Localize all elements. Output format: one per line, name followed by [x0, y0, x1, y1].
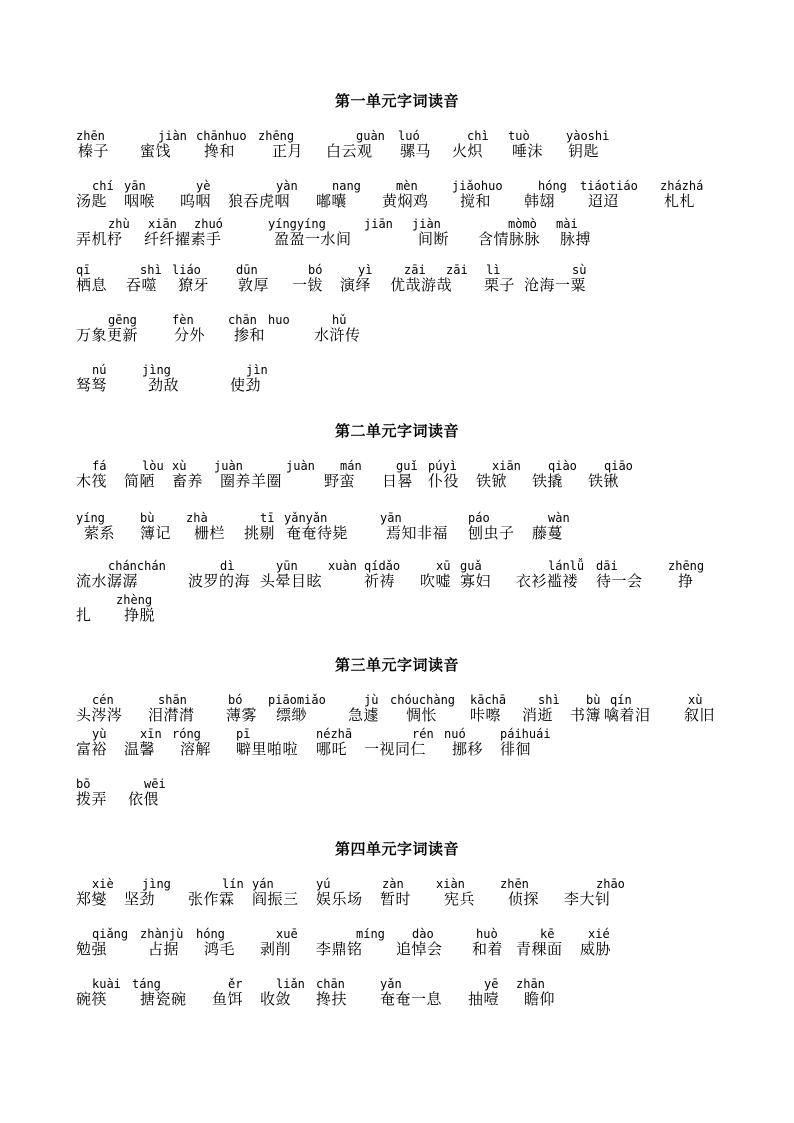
- vocab-word: 收敛: [260, 990, 292, 1008]
- pinyin-label: jiān: [364, 217, 393, 231]
- vocab-word: 正月: [272, 142, 304, 160]
- vocab-word: 勉强: [76, 940, 108, 958]
- section-1-row-5: [0, 312, 794, 356]
- pinyin-label: bó: [228, 693, 243, 707]
- vocab-word: 一视同仁: [364, 740, 427, 758]
- vocab-word: 坚劲: [124, 890, 156, 908]
- pinyin-label: bù: [586, 693, 601, 707]
- vocab-word: 木筏: [76, 472, 108, 490]
- vocab-word: 蜜饯: [140, 142, 172, 160]
- vocab-word: 哪吒: [316, 740, 348, 758]
- pinyin-label: juàn: [286, 459, 315, 473]
- pinyin-label: páo: [468, 511, 490, 525]
- pinyin-label: sù: [572, 263, 587, 277]
- pinyin-label: mài: [556, 217, 578, 231]
- vocab-word: 暂时: [380, 890, 412, 908]
- vocab-word: 占据: [148, 940, 180, 958]
- vocab-word: 张作霖: [188, 890, 235, 908]
- vocab-word: 含情脉脉: [478, 230, 541, 248]
- pinyin-label: chān: [228, 313, 257, 327]
- pinyin-label: chánchán: [108, 559, 166, 573]
- vocab-word: 狼吞虎咽: [228, 192, 291, 210]
- pinyin-label: zhēng: [668, 559, 705, 573]
- vocab-word: 挪移: [452, 740, 484, 758]
- pinyin-label: yān: [124, 179, 146, 193]
- pinyin-label: liǎn: [276, 977, 305, 991]
- pinyin-label: hóng: [196, 927, 225, 941]
- pinyin-label: hǔ: [332, 313, 347, 327]
- pinyin-label: guàn: [356, 129, 385, 143]
- vocab-word: 拨弄: [76, 790, 108, 808]
- vocab-word: 叙旧: [684, 706, 716, 724]
- vocab-word: 娱乐场: [316, 890, 363, 908]
- section-2-title: 第二单元字词读音: [334, 422, 459, 440]
- vocab-word: 依偎: [128, 790, 160, 808]
- pinyin-label: nuó: [444, 727, 466, 741]
- vocab-word: 榛子: [78, 142, 110, 160]
- pinyin-label: páihuái: [500, 727, 551, 741]
- vocab-word: 挣脱: [124, 606, 156, 624]
- vocab-word: 搀和: [204, 142, 236, 160]
- pinyin-label: huo: [268, 313, 290, 327]
- vocab-word: 铁锨: [476, 472, 508, 490]
- pinyin-label: zhèng: [116, 593, 153, 607]
- vocab-word: 搪瓷碗: [140, 990, 187, 1008]
- vocab-word: 栅栏: [194, 524, 226, 542]
- pinyin-label: pī: [236, 727, 251, 741]
- pinyin-label: liáo: [172, 263, 201, 277]
- pinyin-label: fá: [92, 459, 107, 473]
- vocab-word: 溶解: [180, 740, 212, 758]
- pinyin-label: jiàn: [158, 129, 187, 143]
- pinyin-label: zhù: [108, 217, 130, 231]
- vocab-word: 敦厚: [238, 276, 270, 294]
- vocab-word: 鱼饵: [212, 990, 244, 1008]
- vocab-word: 仆役: [428, 472, 460, 490]
- pinyin-label: púyì: [428, 459, 457, 473]
- pinyin-label: gēng: [108, 313, 137, 327]
- vocab-word: 温馨: [124, 740, 156, 758]
- vocab-word: 纤纤擢素手: [144, 230, 222, 248]
- pinyin-label: yūn: [276, 559, 298, 573]
- vocab-word: 威胁: [580, 940, 612, 958]
- pinyin-label: bō: [76, 777, 91, 791]
- pinyin-label: yǎnyǎn: [284, 511, 328, 525]
- pinyin-label: yì: [358, 263, 373, 277]
- pinyin-label: zhēng: [258, 129, 295, 143]
- pinyin-label: tiáotiáo: [580, 179, 638, 193]
- vocab-word: 骡马: [400, 142, 432, 160]
- vocab-word: 流水潺潺: [76, 572, 139, 590]
- pinyin-label: zàn: [382, 877, 404, 891]
- pinyin-label: yàn: [276, 179, 298, 193]
- pinyin-label: dào: [412, 927, 434, 941]
- vocab-word: 间断: [418, 230, 450, 248]
- vocab-word: 脉搏: [560, 230, 592, 248]
- vocab-word: 水浒传: [314, 326, 361, 344]
- vocab-word: 驽驽: [76, 376, 108, 394]
- pinyin-label: zhāo: [596, 877, 625, 891]
- vocab-word: 简陋: [124, 472, 156, 490]
- pinyin-label: lánlǚ: [548, 559, 585, 573]
- pinyin-label: nú: [92, 363, 107, 377]
- pinyin-label: juàn: [214, 459, 243, 473]
- vocab-word: 碗筷: [76, 990, 108, 1008]
- vocab-word: 沧海一粟: [524, 276, 587, 294]
- section-3-row-3: [0, 776, 794, 820]
- vocab-word: 衣衫褴褛: [516, 572, 579, 590]
- vocab-word: 栖息: [76, 276, 108, 294]
- vocab-word: 阎振三: [252, 890, 299, 908]
- pinyin-label: mòmò: [508, 217, 537, 231]
- pinyin-label: qín: [610, 693, 632, 707]
- pinyin-label: ěr: [228, 977, 243, 991]
- vocab-word: 惆怅: [406, 706, 438, 724]
- vocab-word: 栗子: [484, 276, 516, 294]
- pinyin-label: jìn: [246, 363, 268, 377]
- pinyin-label: xiàn: [436, 877, 465, 891]
- pinyin-label: kāchā: [470, 693, 507, 707]
- pinyin-label: xiān: [492, 459, 521, 473]
- vocab-word: 迢迢: [588, 192, 620, 210]
- vocab-word: 噼里啪啦: [236, 740, 299, 758]
- pinyin-label: kuài: [92, 977, 121, 991]
- pinyin-label: xīn: [140, 727, 162, 741]
- pinyin-label: xié: [588, 927, 610, 941]
- pinyin-label: yān: [380, 511, 402, 525]
- pinyin-label: wēi: [144, 777, 166, 791]
- vocab-word: 万象更新: [76, 326, 139, 344]
- vocab-word: 瞻仰: [524, 990, 556, 1008]
- vocab-word: 汤匙: [76, 192, 108, 210]
- vocab-word: 剥削: [260, 940, 292, 958]
- pinyin-label: xū: [436, 559, 451, 573]
- vocab-word: 焉知非福: [386, 524, 449, 542]
- vocab-word: 盈盈一水间: [274, 230, 352, 248]
- pinyin-label: zhēn: [76, 129, 105, 143]
- vocab-word: 呜咽: [180, 192, 212, 210]
- pinyin-label: chān: [316, 977, 345, 991]
- section-4-row-3: [0, 976, 794, 1020]
- pinyin-label: zhuó: [194, 217, 223, 231]
- pinyin-label: nang: [332, 179, 361, 193]
- section-4-title: 第四单元字词读音: [334, 840, 459, 858]
- vocab-word: 唾沫: [512, 142, 544, 160]
- pinyin-label: bó: [308, 263, 323, 277]
- pinyin-label: qiǎng: [92, 927, 129, 941]
- vocab-word: 簿记: [140, 524, 172, 542]
- section-2-row-1: [0, 458, 794, 502]
- vocab-word: 待一会: [596, 572, 643, 590]
- vocab-word: 钥匙: [568, 142, 600, 160]
- pinyin-label: mèn: [396, 179, 418, 193]
- pinyin-label: kē: [540, 927, 555, 941]
- pinyin-label: yē: [484, 977, 499, 991]
- vocab-word: 奄奄待毙: [286, 524, 349, 542]
- vocab-word: 畜养: [172, 472, 204, 490]
- vocab-word: 掺和: [234, 326, 266, 344]
- vocab-word: 使劲: [230, 376, 262, 394]
- vocab-word: 寡妇: [460, 572, 492, 590]
- vocab-word: 一钹: [292, 276, 324, 294]
- pinyin-label: nézhā: [316, 727, 353, 741]
- vocab-word: 侦探: [508, 890, 540, 908]
- pinyin-label: chóuchàng: [390, 693, 456, 707]
- pinyin-label: luó: [398, 129, 420, 143]
- pinyin-label: jìng: [142, 363, 171, 377]
- pinyin-label: wàn: [548, 511, 570, 525]
- pinyin-label: yè: [196, 179, 211, 193]
- pinyin-label: cén: [92, 693, 114, 707]
- vocab-word: 搅和: [460, 192, 492, 210]
- vocab-word: 缥缈: [276, 706, 308, 724]
- pinyin-label: shì: [140, 263, 162, 277]
- vocab-word: 薄雾: [226, 706, 258, 724]
- pinyin-label: lín: [222, 877, 244, 891]
- pinyin-label: yú: [316, 877, 331, 891]
- pinyin-label: xuē: [276, 927, 298, 941]
- vocab-word: 扎: [76, 606, 92, 624]
- vocab-word: 祈祷: [364, 572, 396, 590]
- vocab-word: 白云观: [326, 142, 373, 160]
- pinyin-label: zhà: [186, 511, 208, 525]
- vocab-word: 野蛮: [324, 472, 356, 490]
- pinyin-label: qiào: [548, 459, 577, 473]
- pinyin-label: lòu: [142, 459, 164, 473]
- vocab-word: 劲敌: [148, 376, 180, 394]
- section-1-row-1: [0, 128, 794, 172]
- vocab-word: 郑燮: [76, 890, 108, 908]
- vocab-word: 藤蔓: [532, 524, 564, 542]
- vocab-word: 和着: [472, 940, 504, 958]
- vocab-word: 徘徊: [500, 740, 532, 758]
- vocab-word: 头晕目眩: [260, 572, 323, 590]
- pinyin-label: qídǎo: [364, 559, 401, 573]
- vocab-word: 噙着泪: [604, 706, 651, 724]
- vocab-word: 吹嘘: [420, 572, 452, 590]
- section-2-row-2: [0, 510, 794, 554]
- pinyin-label: jiàn: [412, 217, 441, 231]
- vocab-word: 吞噬: [126, 276, 158, 294]
- vocab-word: 头涔涔: [76, 706, 123, 724]
- pinyin-label: shì: [538, 693, 560, 707]
- pinyin-label: zhēn: [500, 877, 529, 891]
- vocab-word: 李鼎铭: [316, 940, 363, 958]
- vocab-word: 泪潸潸: [148, 706, 195, 724]
- pinyin-label: tī: [260, 511, 275, 525]
- pinyin-label: lì: [486, 263, 501, 277]
- vocab-word: 弄机杼: [76, 230, 123, 248]
- vocab-word: 挑剔: [244, 524, 276, 542]
- section-1-row-4: [0, 262, 794, 306]
- vocab-word: 追悼会: [396, 940, 443, 958]
- pinyin-label: chí: [92, 179, 114, 193]
- section-4-row-1: [0, 876, 794, 920]
- pinyin-label: yíng: [76, 511, 105, 525]
- vocab-word: 书簿: [570, 706, 602, 724]
- pinyin-label: chānhuo: [196, 129, 247, 143]
- pinyin-label: jiǎohuo: [452, 179, 503, 193]
- pinyin-label: qiāo: [604, 459, 633, 473]
- vocab-word: 富裕: [76, 740, 108, 758]
- pinyin-label: tuò: [508, 129, 530, 143]
- vocab-word: 鸿毛: [204, 940, 236, 958]
- pinyin-label: guǎ: [460, 559, 482, 573]
- vocab-word: 咽喉: [124, 192, 156, 210]
- vocab-word: 嘟囔: [316, 192, 348, 210]
- pinyin-label: xiān: [148, 217, 177, 231]
- vocab-word: 急遽: [348, 706, 380, 724]
- pinyin-label: qī: [76, 263, 91, 277]
- pinyin-label: guǐ: [396, 459, 418, 473]
- vocab-word: 咔嚓: [470, 706, 502, 724]
- pinyin-label: zházhá: [660, 179, 704, 193]
- pinyin-label: huò: [476, 927, 498, 941]
- vocab-word: 黄焖鸡: [382, 192, 429, 210]
- vocab-word: 萦系: [84, 524, 116, 542]
- vocab-word: 消逝: [522, 706, 554, 724]
- vocab-word: 挣: [678, 572, 694, 590]
- pinyin-label: zāi: [446, 263, 468, 277]
- section-1-row-3: [0, 216, 794, 260]
- pinyin-label: zāi: [404, 263, 426, 277]
- section-2-row-4: [0, 592, 794, 636]
- pinyin-label: bù: [140, 511, 155, 525]
- pinyin-label: shān: [158, 693, 187, 707]
- vocab-word: 獠牙: [178, 276, 210, 294]
- vocab-word: 搀扶: [316, 990, 348, 1008]
- vocab-word: 刨虫子: [468, 524, 515, 542]
- pinyin-label: dūn: [236, 263, 258, 277]
- pinyin-label: yǎn: [380, 977, 402, 991]
- pinyin-label: rén: [412, 727, 434, 741]
- vocab-word: 抽噎: [468, 990, 500, 1008]
- pinyin-label: dāi: [596, 559, 618, 573]
- pinyin-label: róng: [172, 727, 201, 741]
- pinyin-label: yán: [252, 877, 274, 891]
- pinyin-label: míng: [356, 927, 385, 941]
- pinyin-label: xù: [688, 693, 703, 707]
- pinyin-label: hóng: [538, 179, 567, 193]
- vocab-word: 李大钊: [564, 890, 611, 908]
- pinyin-label: zhànjù: [140, 927, 184, 941]
- pinyin-label: yàoshi: [566, 129, 610, 143]
- pinyin-label: chì: [467, 129, 489, 143]
- pinyin-label: zhān: [516, 977, 545, 991]
- pinyin-label: dì: [220, 559, 235, 573]
- vocab-word: 火炽: [452, 142, 484, 160]
- vocab-word: 青稞面: [516, 940, 563, 958]
- pinyin-label: yù: [92, 727, 107, 741]
- pinyin-label: yíngyíng: [268, 217, 326, 231]
- vocab-word: 宪兵: [444, 890, 476, 908]
- pinyin-label: jù: [364, 693, 379, 707]
- vocab-word: 分外: [174, 326, 206, 344]
- section-4-row-2: [0, 926, 794, 970]
- pinyin-label: xuàn: [328, 559, 357, 573]
- pinyin-label: mán: [340, 459, 362, 473]
- pinyin-label: táng: [132, 977, 161, 991]
- pinyin-label: fèn: [172, 313, 194, 327]
- vocab-word: 波罗的海: [188, 572, 251, 590]
- pinyin-label: jìng: [142, 877, 171, 891]
- pinyin-label: piāomiǎo: [268, 693, 326, 707]
- pinyin-label: xiè: [92, 877, 114, 891]
- vocab-word: 韩翃: [524, 192, 556, 210]
- section-1-title: 第一单元字词读音: [334, 92, 459, 110]
- section-3-row-2: [0, 726, 794, 770]
- section-3-title: 第三单元字词读音: [334, 656, 459, 674]
- vocab-word: 优哉游哉: [390, 276, 453, 294]
- vocab-word: 演绎: [340, 276, 372, 294]
- vocab-word: 札札: [664, 192, 696, 210]
- vocab-word: 日晷: [382, 472, 414, 490]
- section-1-row-6: [0, 362, 794, 406]
- vocab-word: 铁撬: [532, 472, 564, 490]
- vocab-word: 铁锹: [588, 472, 620, 490]
- pinyin-label: xù: [172, 459, 187, 473]
- vocab-word: 圈养羊圈: [220, 472, 283, 490]
- vocab-word: 奄奄一息: [380, 990, 443, 1008]
